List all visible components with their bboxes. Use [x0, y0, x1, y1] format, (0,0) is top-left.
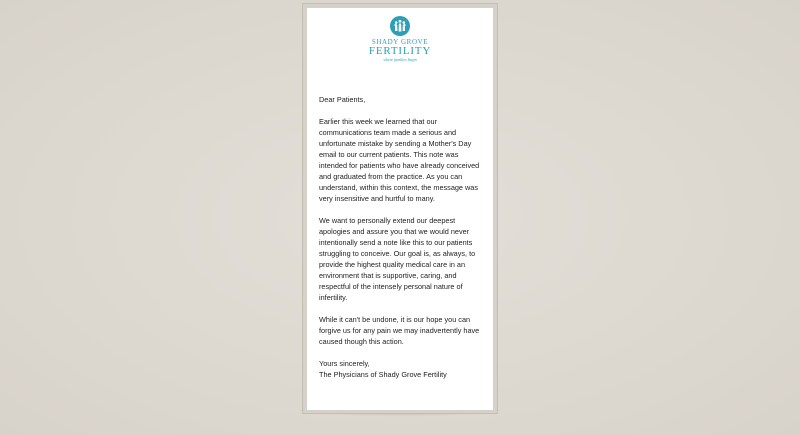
- letter-body: [319, 94, 493, 380]
- letter-paragraph-3: While it can't be undone, it is our hope you can forgive us for any pain we may inadvertently have caused though this action.: [319, 315, 480, 346]
- letter-card: [307, 8, 493, 410]
- letter-greeting: Dear Patients,: [319, 95, 366, 104]
- logo-line-shady-grove: SHADY GROVE: [371, 38, 429, 46]
- logo-line-fertility: FERTILITY: [368, 45, 432, 57]
- family-figures-icon: [390, 16, 410, 36]
- letter-paragraph-2: We want to personally extend our deepest apologies and assure you that we would never intentionally send a note like this to our patients struggling to conceive. Our goal is, as always, to provide the highest quality medical care in an environment that is supportive, caring, and respectful of the intensely personal nature of infertility.: [319, 216, 476, 302]
- letter-signature: The Physicians of Shady Grove Fertility: [319, 370, 447, 379]
- logo-tagline: where families begin: [383, 57, 417, 62]
- letter-paragraph-1: Earlier this week we learned that our communications team made a serious and unfortunate mistake by sending a Mother's Day email to our current patients. This note was intended for patients who have already conceived and graduated from the practice. As you can understand, within this context, the message was very insensitive and hurtful to many.: [319, 117, 480, 203]
- letter-closing: Yours sincerely,: [319, 359, 370, 368]
- clinic-logo: [307, 16, 493, 63]
